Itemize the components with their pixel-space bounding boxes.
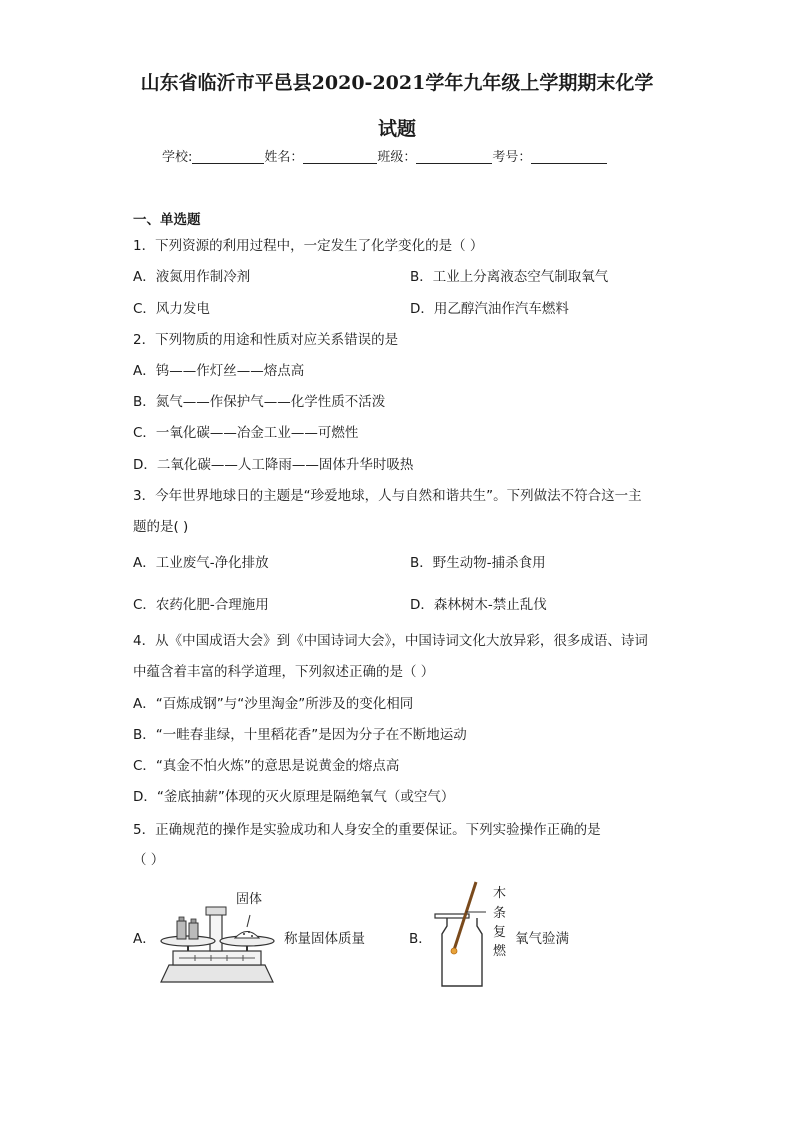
q5-option-b-caption: 氧气验满 <box>515 931 569 947</box>
q5-stem-line-1: 5．正确规范的操作是实验成功和人身安全的重要保证。下列实验操作正确的是 <box>133 822 601 838</box>
splint-label-char-1: 木 <box>493 886 507 901</box>
q3-option-c[interactable]: C．农药化肥-合理施用 <box>133 597 269 613</box>
section-title: 一、单选题 <box>133 212 201 228</box>
exam-number-blank[interactable] <box>531 149 607 164</box>
class-blank[interactable] <box>416 149 492 164</box>
q1-option-c[interactable]: C．风力发电 <box>133 301 210 317</box>
oxygen-bottle-figure <box>430 880 490 990</box>
balance-solid-label: 固体 <box>236 892 263 907</box>
q2-option-a[interactable]: A．钨——作灯丝——熔点高 <box>133 363 305 379</box>
name-label: 姓名： <box>264 150 304 165</box>
splint-label-char-2: 条 <box>493 906 507 921</box>
q4-option-c[interactable]: C．“真金不怕火炼”的意思是说黄金的熔点高 <box>133 758 400 774</box>
q1-stem: 1．下列资源的利用过程中，一定发生了化学变化的是（ ） <box>133 238 484 254</box>
q3-option-a[interactable]: A．工业废气-净化排放 <box>133 555 269 571</box>
splint-label-char-3: 复 <box>493 925 507 940</box>
splint-label-char-4: 燃 <box>493 944 507 959</box>
class-label: 班级： <box>377 150 417 165</box>
q1-option-d[interactable]: D．用乙醇汽油作汽车燃料 <box>410 301 569 317</box>
exam-number-label: 考号： <box>492 150 532 165</box>
exam-title-line-1: 山东省临沂市平邑县2020-2021学年九年级上学期期末化学 <box>140 72 654 94</box>
q3-option-b[interactable]: B．野生动物-捕杀食用 <box>410 555 546 571</box>
q4-stem-line-2: 中蕴含着丰富的科学道理，下列叙述正确的是（ ） <box>133 664 435 680</box>
q1-option-b[interactable]: B．工业上分离液态空气制取氧气 <box>410 269 609 285</box>
q1-option-a[interactable]: A．液氮用作制冷剂 <box>133 269 251 285</box>
q2-option-c[interactable]: C．一氧化碳——冶金工业——可燃性 <box>133 425 359 441</box>
q3-stem-line-2: 题的是( ) <box>133 519 189 535</box>
q2-stem: 2．下列物质的用途和性质对应关系错误的是 <box>133 332 399 348</box>
q2-option-d[interactable]: D．二氧化碳——人工降雨——固体升华时吸热 <box>133 457 414 473</box>
q3-stem-line-1: 3．今年世界地球日的主题是“珍爱地球，人与自然和谐共生”。下列做法不符合这一主 <box>133 488 642 504</box>
q4-option-d[interactable]: D．“釜底抽薪”体现的灭火原理是隔绝氧气（或空气） <box>133 789 455 805</box>
student-info-line <box>162 146 607 165</box>
q2-option-b[interactable]: B．氮气——作保护气——化学性质不活泼 <box>133 394 386 410</box>
school-blank[interactable] <box>192 149 264 164</box>
school-label: 学校: <box>162 150 193 165</box>
q4-option-b[interactable]: B．“一畦春韭绿，十里稻花香”是因为分子在不断地运动 <box>133 727 467 743</box>
q5-option-a-label[interactable]: A． <box>133 931 156 947</box>
q3-option-d[interactable]: D．森林树木-禁止乱伐 <box>410 597 547 613</box>
q5-stem-line-2: （ ） <box>133 852 165 868</box>
q4-option-a[interactable]: A．“百炼成钢”与“沙里淘金”所涉及的变化相同 <box>133 696 414 712</box>
q5-option-a-caption: 称量固体质量 <box>284 931 365 947</box>
name-blank[interactable] <box>303 149 377 164</box>
q4-stem-line-1: 4．从《中国成语大会》到《中国诗词大会》，中国诗词文化大放异彩，很多成语、诗词 <box>133 633 648 649</box>
q5-option-b-label[interactable]: B． <box>409 931 432 947</box>
exam-title-line-2: 试题 <box>377 118 416 140</box>
